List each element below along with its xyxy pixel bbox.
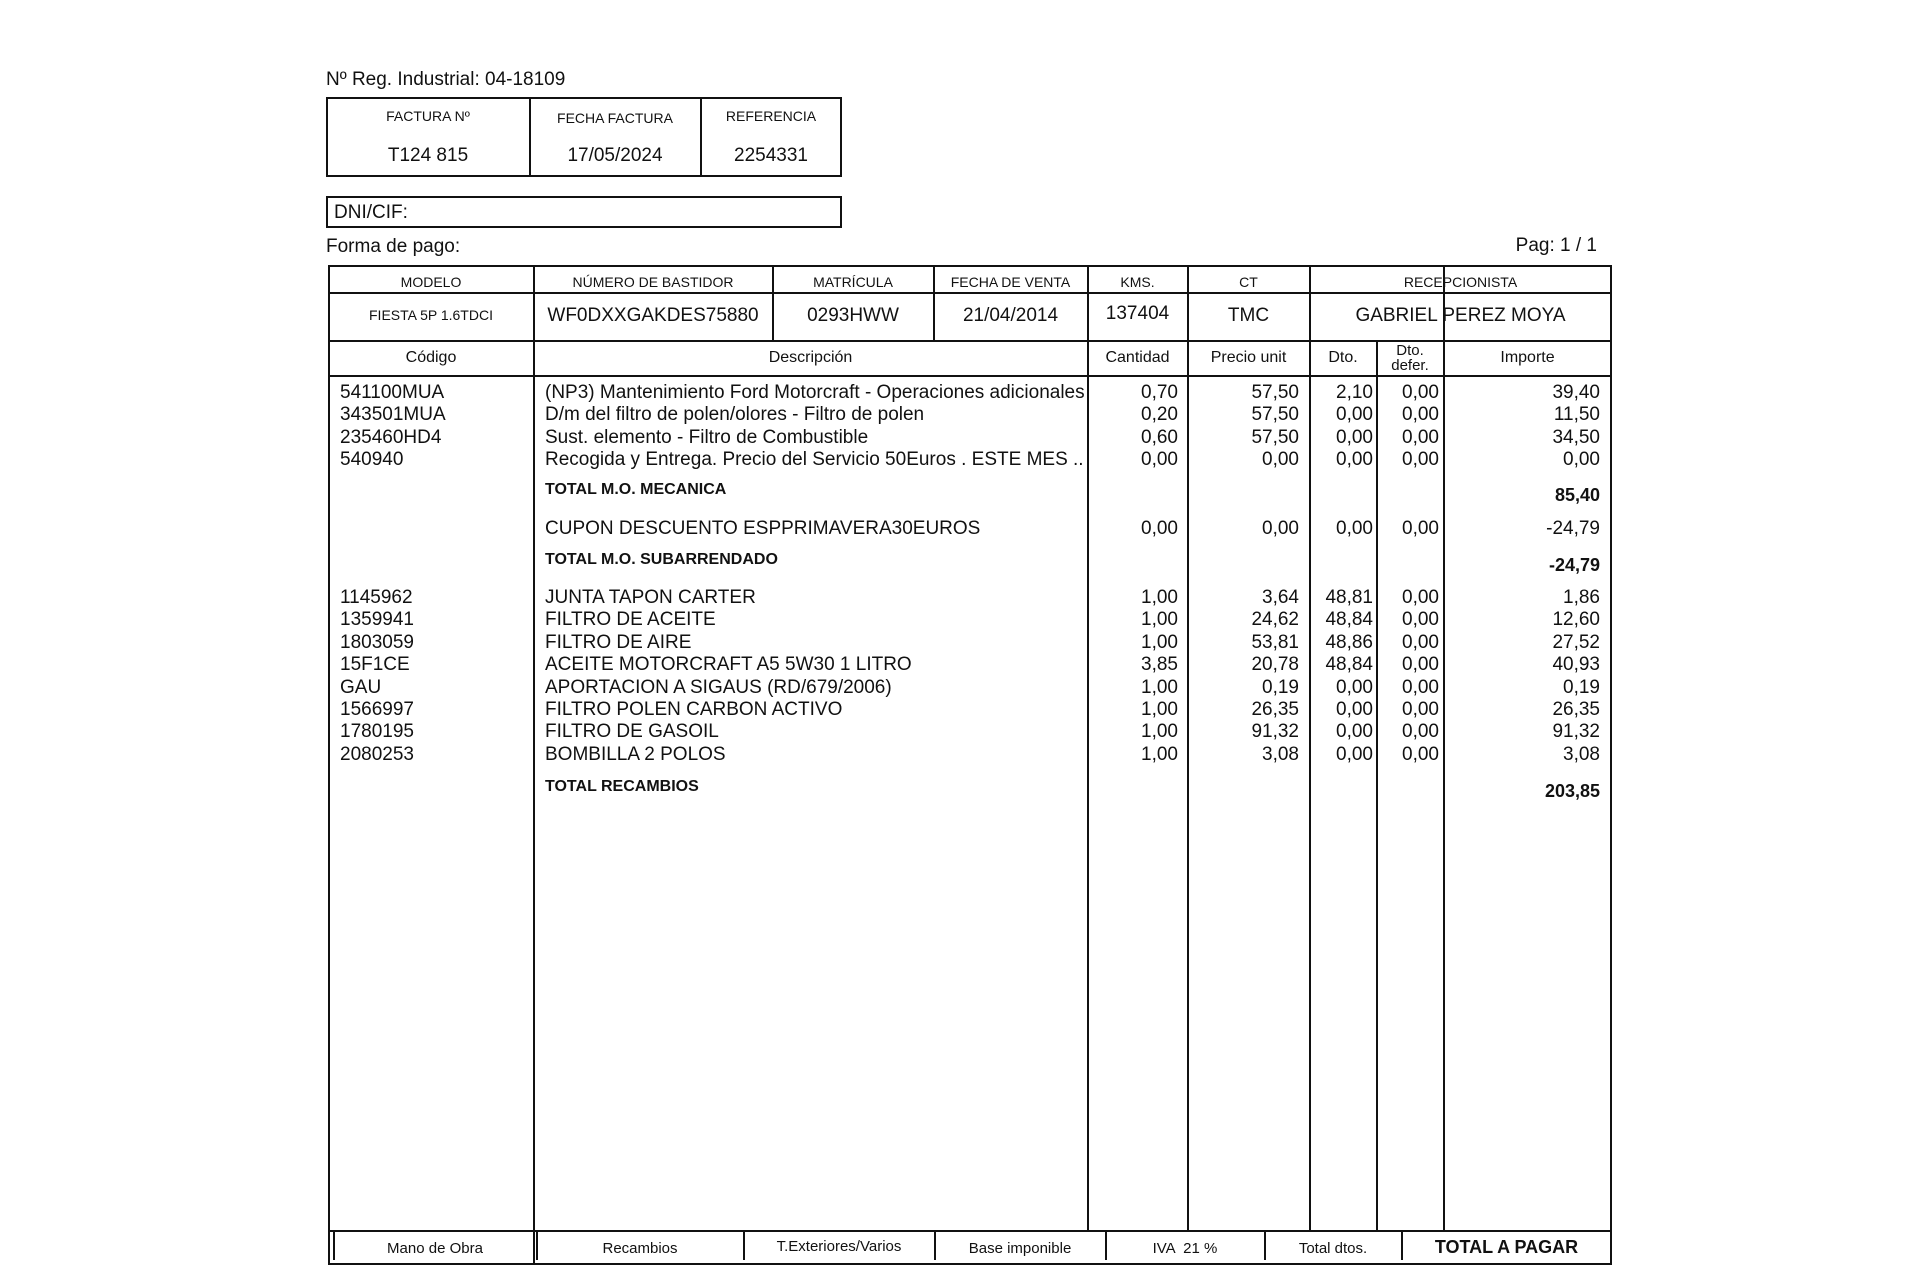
cell-descripcion: D/m del filtro de polen/olores - Filtro de polen: [545, 404, 925, 425]
cell-precio: 24,62: [1251, 609, 1299, 630]
total-recambios-value: 203,85: [1544, 781, 1600, 801]
cell-cantidad: 1,00: [1141, 677, 1178, 698]
cell-dto-defer: 0,00: [1402, 632, 1439, 653]
recepcionista-value: GABRIEL PEREZ MOYA: [1355, 305, 1566, 326]
cell-cantidad: 3,85: [1141, 654, 1178, 675]
cell-descripcion: JUNTA TAPON CARTER: [545, 587, 756, 608]
cell-codigo: 2080253: [340, 744, 414, 765]
cell-cantidad: 1,00: [1141, 744, 1178, 765]
fecha-venta-label: FECHA DE VENTA: [950, 274, 1071, 290]
footer-iva: IVA 21 %: [1152, 1240, 1218, 1257]
dni-label: DNI/CIF:: [334, 202, 408, 223]
cell-descripcion: FILTRO DE AIRE: [545, 632, 692, 653]
cell-precio: 57,50: [1251, 427, 1299, 448]
ct-label: CT: [1239, 274, 1258, 290]
cell-precio: 3,08: [1262, 744, 1299, 765]
footer-total-pagar: TOTAL A PAGAR: [1434, 1237, 1579, 1257]
cell-descripcion: Recogida y Entrega. Precio del Servicio 50Euros . ESTE MES ..: [545, 449, 1084, 470]
cell-codigo: 235460HD4: [340, 427, 442, 448]
total-mecanica-value: 85,40: [1554, 485, 1600, 505]
cell-codigo: 541100MUA: [340, 382, 445, 403]
cell-precio: 26,35: [1251, 699, 1299, 720]
footer-mano-obra: Mano de Obra: [387, 1240, 483, 1257]
cell-codigo: 1359941: [340, 609, 414, 630]
cell-importe: 0,19: [1563, 677, 1600, 698]
matricula-value: 0293HWW: [807, 305, 899, 326]
bastidor-value: WF0DXXGAKDES75880: [547, 305, 759, 326]
col-precio: Precio unit: [1210, 349, 1287, 366]
cell-dto-defer: 0,00: [1402, 609, 1439, 630]
fecha-factura-label: FECHA FACTURA: [557, 110, 673, 126]
cell-dto-defer: 0,00: [1402, 404, 1439, 425]
cell-descripcion: CUPON DESCUENTO ESPPRIMAVERA30EUROS: [545, 518, 981, 539]
col-cantidad: Cantidad: [1105, 349, 1170, 366]
reg-industrial: Nº Reg. Industrial: 04-18109: [326, 69, 566, 90]
total-subarrendado-label: TOTAL M.O. SUBARRENDADO: [545, 551, 778, 568]
cell-codigo: 1803059: [340, 632, 414, 653]
cell-dto-defer: 0,00: [1402, 677, 1439, 698]
cell-dto: 0,00: [1336, 699, 1373, 720]
cell-dto: 48,81: [1325, 587, 1373, 608]
cell-dto-defer: 0,00: [1402, 518, 1439, 539]
kms-value: 137404: [1105, 303, 1170, 324]
footer-recambios: Recambios: [602, 1240, 678, 1257]
cell-cantidad: 1,00: [1141, 699, 1178, 720]
cell-dto-defer: 0,00: [1402, 721, 1439, 742]
cell-importe: 27,52: [1552, 632, 1600, 653]
modelo-label: MODELO: [400, 274, 462, 290]
cell-descripcion: FILTRO POLEN CARBON ACTIVO: [545, 699, 843, 720]
cell-descripcion: APORTACION A SIGAUS (RD/679/2006): [545, 677, 892, 698]
cell-dto: 48,86: [1325, 632, 1373, 653]
cell-importe: 40,93: [1552, 654, 1600, 675]
cell-cantidad: 0,00: [1141, 518, 1178, 539]
fecha-venta-value: 21/04/2014: [962, 305, 1059, 326]
ct-value: TMC: [1227, 305, 1270, 326]
cell-dto: 48,84: [1325, 654, 1373, 675]
cell-descripcion: FILTRO DE ACEITE: [545, 609, 716, 630]
forma-pago-label: Forma de pago:: [326, 236, 461, 257]
cell-precio: 53,81: [1251, 632, 1299, 653]
footer-total-dtos: Total dtos.: [1298, 1240, 1368, 1257]
total-recambios-label: TOTAL RECAMBIOS: [545, 778, 699, 795]
cell-codigo: 1780195: [340, 721, 414, 742]
cell-codigo: 1145962: [340, 587, 413, 608]
col-dto-defer-2: defer.: [1391, 357, 1429, 374]
modelo-value: FIESTA 5P 1.6TDCI: [369, 307, 493, 323]
cell-precio: 3,64: [1262, 587, 1299, 608]
cell-descripcion: BOMBILLA 2 POLOS: [545, 744, 726, 765]
cell-dto: 2,10: [1336, 382, 1373, 403]
cell-codigo: GAU: [340, 677, 382, 698]
cell-dto-defer: 0,00: [1402, 449, 1439, 470]
cell-codigo: 343501MUA: [340, 404, 446, 425]
cell-dto: 0,00: [1336, 744, 1373, 765]
cell-importe: 26,35: [1552, 699, 1600, 720]
matricula-label: MATRÍCULA: [813, 274, 893, 290]
cell-cantidad: 0,00: [1141, 449, 1178, 470]
col-importe: Importe: [1500, 349, 1555, 366]
cell-dto: 0,00: [1336, 721, 1373, 742]
cell-cantidad: 0,60: [1141, 427, 1178, 448]
total-subarrendado-value: -24,79: [1548, 555, 1600, 575]
footer-base: Base imponible: [968, 1240, 1072, 1257]
cell-precio: 57,50: [1251, 404, 1299, 425]
col-dto: Dto.: [1328, 349, 1358, 366]
factura-value: T124 815: [387, 145, 469, 166]
cell-descripcion: ACEITE MOTORCRAFT A5 5W30 1 LITRO: [545, 654, 912, 675]
cell-precio: 0,00: [1262, 518, 1299, 539]
cell-importe: 34,50: [1552, 427, 1600, 448]
cell-cantidad: 1,00: [1141, 587, 1178, 608]
col-dto-defer-1: Dto.: [1396, 342, 1424, 359]
cell-dto: 0,00: [1336, 427, 1373, 448]
factura-label: FACTURA Nº: [386, 108, 470, 124]
cell-importe: -24,79: [1546, 518, 1600, 539]
cell-cantidad: 1,00: [1141, 721, 1178, 742]
cell-codigo: 15F1CE: [340, 654, 410, 675]
kms-label: KMS.: [1120, 274, 1155, 290]
cell-importe: 39,40: [1552, 382, 1600, 403]
fecha-factura-value: 17/05/2024: [567, 145, 663, 166]
cell-codigo: 540940: [340, 449, 404, 470]
cell-descripcion: Sust. elemento - Filtro de Combustible: [545, 427, 869, 448]
cell-precio: 0,19: [1262, 677, 1299, 698]
cell-cantidad: 1,00: [1141, 632, 1178, 653]
cell-cantidad: 0,20: [1141, 404, 1178, 425]
total-mecanica-label: TOTAL M.O. MECANICA: [545, 481, 727, 498]
cell-dto-defer: 0,00: [1402, 427, 1439, 448]
cell-dto: 0,00: [1336, 518, 1373, 539]
cell-precio: 91,32: [1251, 721, 1299, 742]
footer-exteriores: T.Exteriores/Varios: [776, 1238, 902, 1255]
cell-dto-defer: 0,00: [1402, 699, 1439, 720]
cell-descripcion: FILTRO DE GASOIL: [545, 721, 719, 742]
col-descripcion: Descripción: [768, 349, 853, 366]
cell-dto-defer: 0,00: [1402, 587, 1439, 608]
referencia-value: 2254331: [734, 145, 808, 166]
cell-codigo: 1566997: [340, 699, 414, 720]
cell-cantidad: 0,70: [1141, 382, 1178, 403]
cell-dto: 0,00: [1336, 677, 1373, 698]
cell-precio: 57,50: [1251, 382, 1299, 403]
col-codigo: Código: [405, 349, 457, 366]
bastidor-label: NÚMERO DE BASTIDOR: [572, 274, 734, 290]
cell-dto: 0,00: [1336, 404, 1373, 425]
cell-importe: 1,86: [1563, 587, 1600, 608]
cell-precio: 20,78: [1251, 654, 1299, 675]
recepcionista-label: RECEPCIONISTA: [1403, 274, 1518, 290]
cell-dto-defer: 0,00: [1402, 744, 1439, 765]
cell-precio: 0,00: [1262, 449, 1299, 470]
cell-cantidad: 1,00: [1141, 609, 1178, 630]
referencia-label: REFERENCIA: [725, 108, 817, 124]
cell-importe: 12,60: [1552, 609, 1600, 630]
cell-importe: 91,32: [1552, 721, 1600, 742]
cell-dto: 48,84: [1325, 609, 1373, 630]
cell-importe: 3,08: [1563, 744, 1600, 765]
cell-dto: 0,00: [1336, 449, 1373, 470]
cell-dto-defer: 0,00: [1402, 654, 1439, 675]
cell-dto-defer: 0,00: [1402, 382, 1439, 403]
cell-importe: 0,00: [1563, 449, 1600, 470]
cell-importe: 11,50: [1553, 404, 1600, 425]
page-number: Pag: 1 / 1: [1515, 235, 1597, 256]
cell-descripcion: (NP3) Mantenimiento Ford Motorcraft - Operaciones adicionales: [545, 382, 1085, 403]
